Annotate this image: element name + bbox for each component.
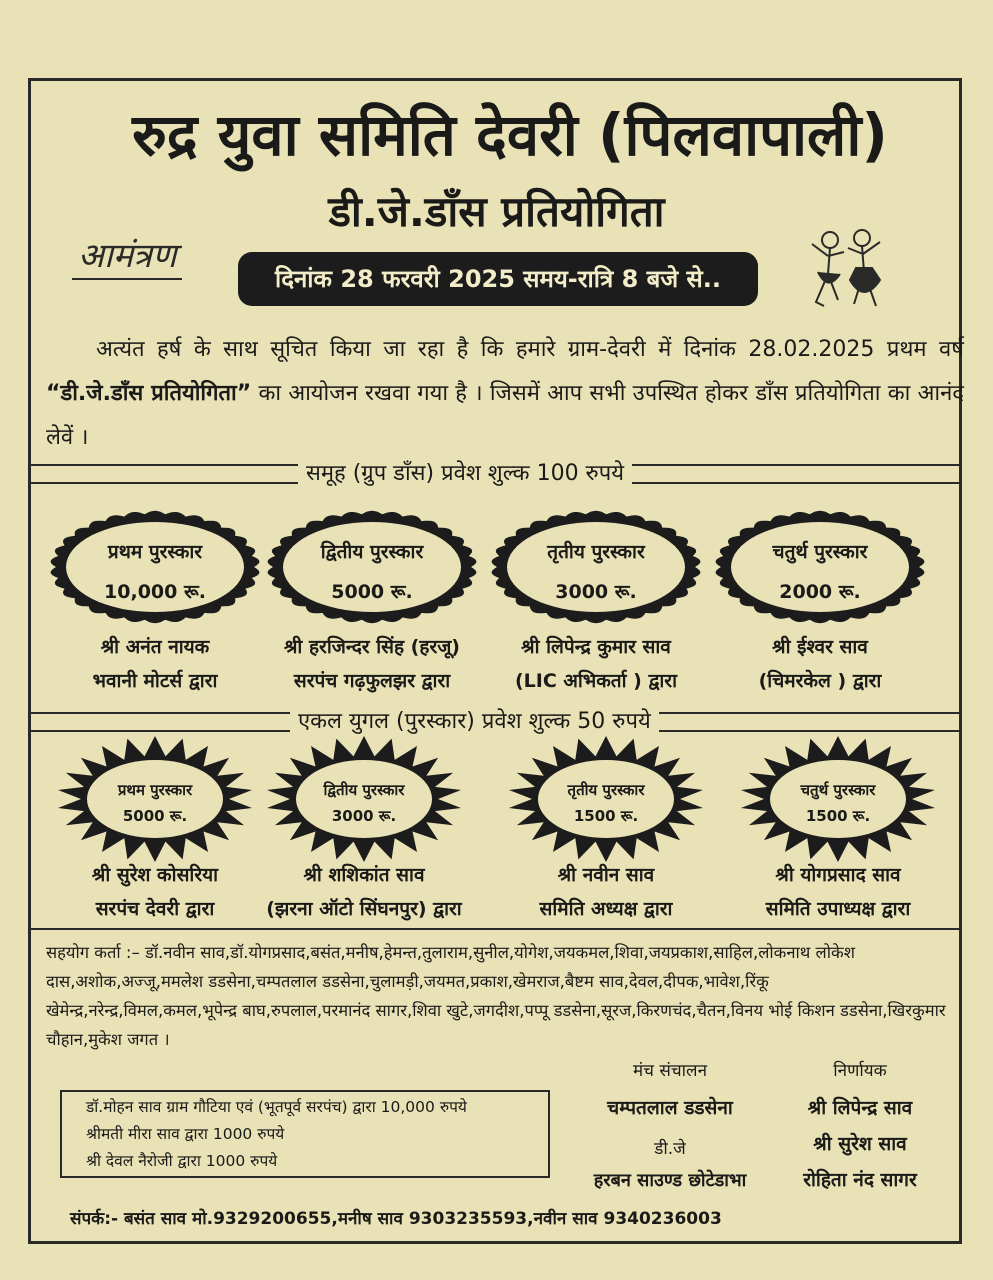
- supporters-divider: [30, 928, 960, 930]
- badge-shape: [491, 508, 701, 626]
- badge-shape: [267, 508, 477, 626]
- prize-sponsor: [247, 630, 497, 698]
- sponsor-name: श्री नवीन साव: [557, 864, 655, 886]
- supporters-label: सहयोग कर्ता :–: [46, 943, 140, 962]
- donation-item: श्रीमती मीरा साव द्वारा 1000 रुपये: [86, 1125, 285, 1143]
- sponsor-name: श्री शशिकांत साव: [303, 864, 425, 886]
- duet-section-label: एकल युगल (पुरस्कार) प्रवेश शुल्क 50 रुपये: [290, 707, 659, 737]
- sponsor-name: श्री लिपेन्द्र कुमार साव: [521, 636, 671, 658]
- badge-shape: [715, 508, 925, 626]
- donations-box: [60, 1090, 550, 1178]
- judge-name: श्री लिपेन्द्र साव: [807, 1097, 913, 1119]
- dj-name: हरबन साउण्ड छोटेडाभा: [593, 1170, 747, 1191]
- sponsor-name: श्री सुरेश कोसरिया: [91, 864, 219, 886]
- date-time-banner: दिनांक 28 फरवरी 2025 समय-रात्रि 8 बजे से..: [238, 252, 758, 306]
- sponsor-detail: सरपंच देवरी द्वारा: [95, 898, 215, 920]
- prize-sponsor: [713, 858, 963, 926]
- sponsor-name: श्री योगप्रसाद साव: [775, 864, 901, 886]
- prize-sponsor: [471, 630, 721, 698]
- intro-paragraph: [46, 328, 964, 460]
- contact-info: संपर्क:- बसंत साव मो.9329200655,मनीष साव 9303235593,नवीन साव 9340236003: [70, 1209, 722, 1229]
- prize-badge: [738, 734, 938, 864]
- poster-title: रुद्र युवा समिति देवरी (पिलवापाली): [132, 101, 888, 169]
- prize-amount: 10,000 रू.: [104, 581, 206, 603]
- prize-title: प्रथम पुरस्कार: [107, 541, 203, 563]
- prize-badge: [506, 734, 706, 864]
- prize-title: चतुर्थ पुरस्कार: [800, 781, 876, 799]
- sponsor-detail: (LIC अभिकर्ता ) द्वारा: [514, 670, 677, 692]
- sponsor-detail: सरपंच गढ़फुलझर द्वारा: [293, 670, 451, 692]
- prize-sponsor: [695, 630, 945, 698]
- intro-highlight: “डी.जे.डाँस प्रतियोगिता”: [46, 381, 252, 406]
- sponsor-detail: (झरना ऑटो सिंघनपुर) द्वारा: [266, 898, 462, 920]
- group-section-label: समूह (ग्रुप डाँस) प्रवेश शुल्क 100 रुपये: [298, 459, 632, 489]
- prize-title: तृतीय पुरस्कार: [547, 541, 645, 563]
- intro-text-1: अत्यंत हर्ष के साथ सूचित किया जा रहा है कि हमारे ग्राम-देवरी में दिनांक 28.02.2025 प्रथम वर्ष: [96, 337, 964, 362]
- prize-amount: 5000 रू.: [331, 581, 413, 603]
- supporters-names: डॉ.नवीन साव,डॉ.योगप्रसाद,बसंत,मनीष,हेमन्त,तुलाराम,सुनील,योगेश,जयकमल,शिवा,जयप्रकाश,साहिल,लोकनाथ लोकेश दास,अशोक,अज्जू,ममलेश डडसेना,चम्पतलाल डडसेना,चुलामड़ी,जयमत,प्रकाश,खेमराज,बैष्टम साव,देवल,दीपक,भावेश,रिंकू खेमेन्द्र,नरेन्द्र,विमल,कमल,भूपेन्द्र बाघ,रुपलाल,परमानंद सागर,शिवा खुटे,जगदीश,पप्पू डडसेना,सूरज,किरणचंद,चैतन,विनय भोई किशन डडसेना,खिरकुमार चौहान,मुकेश जगत ।: [46, 943, 946, 1049]
- prize-title: प्रथम पुरस्कार: [117, 781, 193, 799]
- supporters-list: [46, 938, 956, 1054]
- donation-item: श्री देवल नैरोजी द्वारा 1000 रुपये: [86, 1152, 278, 1170]
- prize-sponsor: [481, 858, 731, 926]
- judge-name: श्री सुरेश साव: [813, 1133, 907, 1155]
- sponsor-name: श्री अनंत नायक: [100, 636, 210, 658]
- prize-badge: [491, 508, 701, 626]
- sponsor-detail: भवानी मोटर्स द्वारा: [92, 670, 218, 692]
- judge-name: रोहिता नंद सागर: [803, 1169, 917, 1191]
- poster-subtitle: डी.जे.डाँस प्रतियोगिता: [328, 187, 665, 236]
- prize-amount: 3000 रू.: [331, 807, 397, 825]
- prize-badge: [55, 734, 255, 864]
- prize-amount: 5000 रू.: [122, 807, 188, 825]
- intro-text-2: का आयोजन रखवा गया है । जिसमें आप सभी उपस्थित होकर डाँस प्रतियोगिता का आनंद लेवें ।: [46, 381, 964, 450]
- dj-heading: डी.जे: [654, 1139, 686, 1159]
- prize-sponsor: [239, 858, 489, 926]
- prize-title: तृतीय पुरस्कार: [567, 781, 645, 799]
- stage-heading: मंच संचालन: [632, 1061, 707, 1081]
- prize-amount: 1500 रू.: [573, 807, 639, 825]
- prize-sponsor: [30, 630, 280, 698]
- prize-amount: 3000 रू.: [555, 581, 637, 603]
- prize-title: चतुर्थ पुरस्कार: [772, 541, 868, 563]
- prize-title: द्वितीय पुरस्कार: [323, 781, 405, 799]
- sponsor-detail: समिति उपाध्यक्ष द्वारा: [765, 898, 911, 920]
- badge-shape: [50, 508, 260, 626]
- dancers-illustration: [800, 222, 892, 312]
- sponsor-name: श्री ईश्वर साव: [772, 636, 868, 658]
- prize-badge: [715, 508, 925, 626]
- prize-amount: 1500 रू.: [805, 807, 871, 825]
- prize-title: द्वितीय पुरस्कार: [320, 541, 424, 563]
- sponsor-name: श्री हरजिन्दर सिंह (हरजू): [283, 636, 460, 658]
- prize-badge: [267, 508, 477, 626]
- stage-host-name: चम्पतलाल डडसेना: [607, 1097, 733, 1119]
- prize-badge: [50, 508, 260, 626]
- prize-amount: 2000 रू.: [779, 581, 861, 603]
- sponsor-detail: समिति अध्यक्ष द्वारा: [539, 898, 673, 920]
- sponsor-detail: (चिमरकेल ) द्वारा: [758, 670, 882, 692]
- invitation-label: आमंत्रण: [72, 234, 182, 280]
- prize-badge: [264, 734, 464, 864]
- judges-heading: निर्णायक: [833, 1061, 887, 1081]
- donation-item: डॉ.मोहन साव ग्राम गौटिया एवं (भूतपूर्व सरपंच) द्वारा 10,000 रुपये: [86, 1098, 467, 1116]
